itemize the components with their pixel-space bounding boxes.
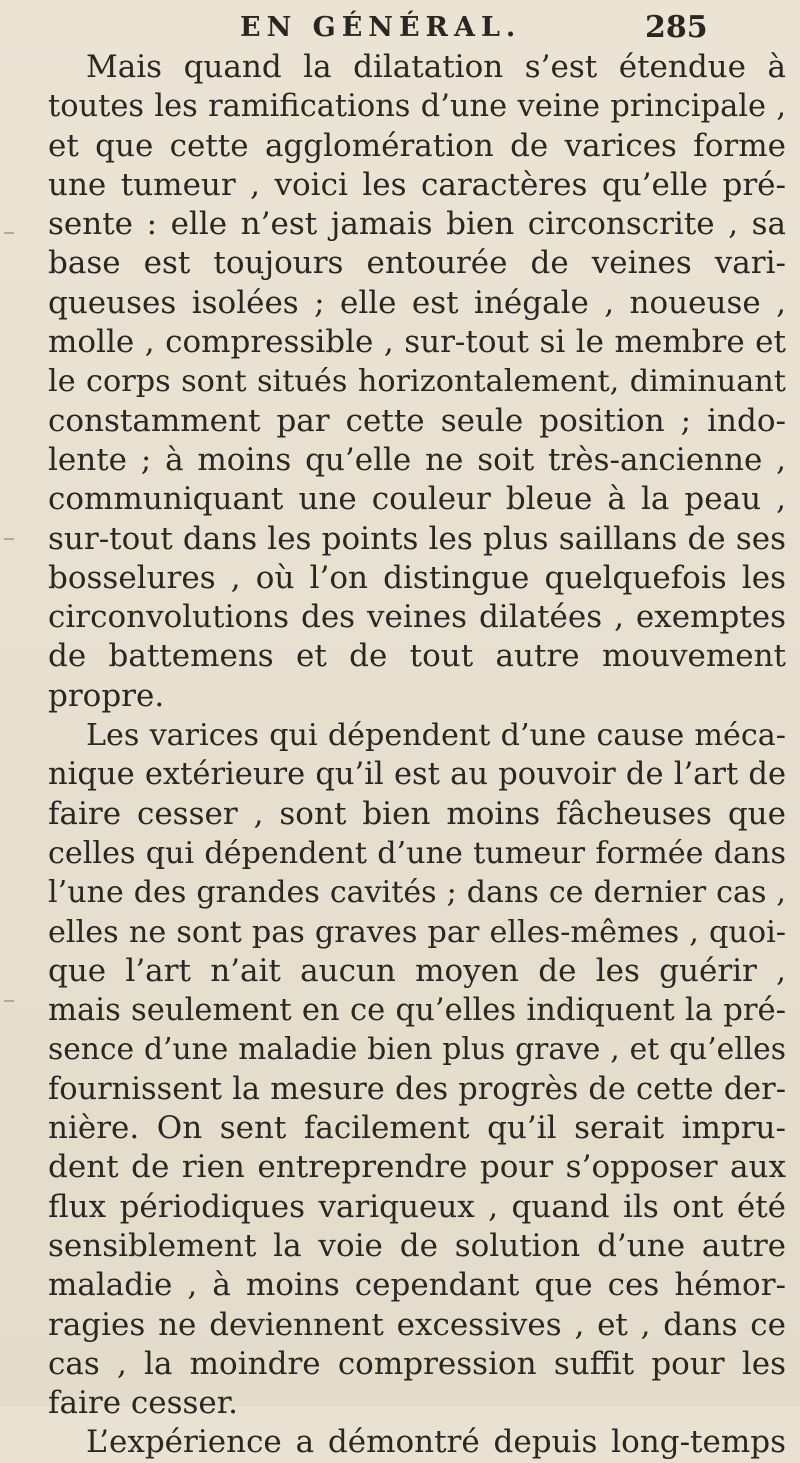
text-line: sence d’une maladie bien plus grave , et qu’elles (48, 1032, 786, 1068)
text-line: l’une des grandes cavités ; dans ce dernier cas , (48, 875, 786, 911)
text-line: ragies ne deviennent excessives , et , dans ce (48, 1306, 786, 1343)
text-line: constamment par cette seule position ; indo- (48, 402, 786, 439)
text-line: sensiblement la voie de solution d’une autre (48, 1227, 786, 1264)
margin-mark (4, 1000, 14, 1002)
paragraph-3 (48, 1423, 786, 1462)
page-number: 285 (645, 10, 708, 45)
paragraph-2 (48, 716, 786, 1423)
text-line: Mais quand la dilatation s’est étendue à (86, 49, 786, 85)
running-head: EN GÉNÉRAL. (240, 12, 522, 43)
text-line: L’expérience a démontré depuis long-temps (86, 1424, 786, 1461)
text-line: dent de rien entreprendre pour s’opposer aux (48, 1149, 786, 1186)
text-line: propre. (48, 677, 165, 714)
text-line: nique extérieure qu’il est au pouvoir de l’art de (48, 757, 786, 793)
text-line: de battemens et de tout autre mouvement (48, 638, 786, 675)
body-text (48, 48, 786, 1463)
text-line: base est toujours entourée de veines vari- (48, 245, 786, 282)
text-line: circonvolutions des veines dilatées , exemptes (48, 599, 786, 636)
text-line: flux périodiques variqueux , quand ils ont été (48, 1188, 786, 1225)
text-line: bosselures , où l’on distingue quelquefois les (48, 559, 786, 596)
paragraph-1 (48, 48, 786, 716)
text-line: mais seulement en ce qu’elles indiquent la pré- (48, 993, 786, 1029)
text-line: queuses isolées ; elle est inégale , noueuse , (48, 284, 786, 321)
text-line: et que cette agglomération de varices forme (48, 127, 786, 164)
text-line: lente ; à moins qu’elle ne soit très-ancienne , (48, 441, 786, 478)
text-line: maladie , à moins cependant que ces hémor- (48, 1267, 786, 1304)
text-line: faire cesser. (48, 1385, 239, 1422)
text-line: toutes les ramifications d’une veine principale , (48, 89, 786, 125)
text-line: que l’art n’ait aucun moyen de les guérir , (48, 952, 786, 989)
text-line: nière. On sent facilement qu’il serait impru- (48, 1110, 786, 1147)
text-line: communiquant une couleur bleue à la peau , (48, 481, 786, 518)
text-line: sur-tout dans les points les plus saillans de ses (48, 520, 786, 557)
text-line: sente : elle n’est jamais bien circonscrite , sa (48, 206, 786, 243)
text-line: cas , la moindre compression suffit pour les (48, 1345, 786, 1382)
text-line: faire cesser , sont bien moins fâcheuses que (48, 795, 786, 832)
text-line: le corps sont situés horizontalement, diminuant (48, 364, 786, 400)
margin-mark (4, 538, 14, 540)
text-line: une tumeur , voici les caractères qu’elle pré- (48, 166, 786, 203)
text-line: molle , compressible , sur-tout si le membre et (48, 324, 786, 361)
text-line: elles ne sont pas graves par elles-mêmes , quoi- (48, 914, 786, 950)
margin-mark (4, 232, 14, 234)
text-line: celles qui dépendent d’une tumeur formée dans (48, 835, 786, 871)
text-line: fournissent la mesure des progrès de cette der- (48, 1071, 786, 1107)
text-line: Les varices qui dépendent d’une cause méca- (86, 718, 786, 754)
